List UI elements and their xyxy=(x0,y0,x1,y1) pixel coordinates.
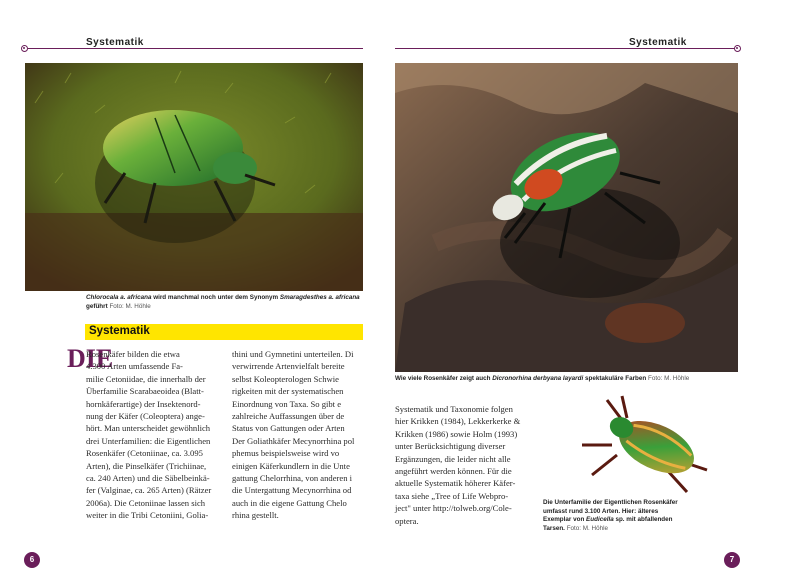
beetle-caption-credit: Foto: M. Höhle xyxy=(566,524,608,532)
beetle-caption-line1: Die Unterfamilie der Eigentlichen Rosenkäfer xyxy=(543,499,678,506)
text-line: ject" unter http://tolweb.org/Cole- xyxy=(395,503,512,514)
beetle-caption-line3-pre: Exemplar von xyxy=(543,516,587,523)
header-rule-left xyxy=(28,48,363,49)
beetle-photo-illustration-left xyxy=(25,63,363,291)
text-line: zahlreiche Auffassungen über de xyxy=(232,411,345,422)
photo-dicronorhina xyxy=(395,63,738,372)
text-line: Rosenkäfer (Cetoniinae, ca. 3.095 xyxy=(86,448,203,459)
text-line: Rosenkäfer bilden die etwa xyxy=(86,349,180,359)
section-heading: Systematik xyxy=(89,325,150,337)
text-line: Status von Gattungen oder Arten xyxy=(232,423,345,434)
text-line: Krikken (1986) sowie Holm (1993) xyxy=(395,428,518,439)
caption-right-text: Wie viele Rosenkäfer zeigt auch xyxy=(395,375,493,382)
running-head-right: Systematik xyxy=(629,37,687,48)
text-line: hier Krikken (1984), Lekkerkerke & xyxy=(395,416,521,427)
text-line: thini und Gymnetini unterteilen. Di xyxy=(232,349,354,359)
text-line: Der Goliathkäfer Mecynorrhina pol xyxy=(232,435,355,446)
beetle-caption xyxy=(543,499,743,533)
body-column-right xyxy=(395,403,533,527)
text-line: phemus beispielsweise wird vo xyxy=(232,448,340,459)
text-line: weiter in die Tribi Cetoniini, Golia- xyxy=(86,510,209,521)
text-line: drei Unterfamilien: die Eigentlichen xyxy=(86,435,211,446)
photo-eudicella xyxy=(572,390,712,498)
text-line: hört. Man unterscheidet gewöhnlich xyxy=(86,423,211,434)
text-line: Einordnung von Taxa. So gibt e xyxy=(232,398,342,409)
text-line: verwirrende Artenvielfalt bereite xyxy=(232,361,345,372)
beetle-cutout-illustration xyxy=(572,390,712,498)
header-rule-right xyxy=(395,48,735,49)
running-head-left: Systematik xyxy=(86,37,144,48)
text-line: 4.300 Arten umfassende Fa- xyxy=(86,361,183,372)
caption-text: wird manchmal noch unter dem Synonym xyxy=(151,294,280,301)
text-line: angeführt werden können. Für die xyxy=(395,466,512,477)
beetle-caption-line2: umfasst rund 3.100 Arten. Hier: älteres xyxy=(543,507,659,515)
text-line: ca. 240 Arten) und die Säbelbeinkä- xyxy=(86,473,210,484)
caption-synonym: Smaragdesthes a. africana xyxy=(279,294,360,301)
beetle-caption-line4: Tarsen. xyxy=(543,524,565,532)
text-line: optera. xyxy=(395,515,419,526)
text-line: taxa siehe „Tree of Life Webpro- xyxy=(395,490,509,501)
text-line: aktuelle Systematik höherer Käfer- xyxy=(395,478,516,489)
text-line: Arten), die Pinselkäfer (Trichiinae, xyxy=(86,460,207,471)
page-number-left: 6 xyxy=(24,552,40,568)
caption-tail: geführt xyxy=(86,302,108,310)
caption-right-tail: spektakuläre Farben xyxy=(583,375,647,382)
text-line: Ergänzungen, die leider nicht alle xyxy=(395,453,511,464)
body-column-1 xyxy=(86,348,220,522)
caption-right-species: Dicronorhina derbyana layardi xyxy=(492,375,584,382)
text-line: nung der Käfer (Coleoptera) ange- xyxy=(86,411,205,422)
photo-caption-right xyxy=(395,375,740,384)
beetle-photo-illustration-right xyxy=(395,63,738,372)
header-dot-left xyxy=(21,45,28,52)
text-line: Systematik und Taxonomie folgen xyxy=(395,404,513,414)
text-line: rhina gestellt. xyxy=(232,510,279,521)
photo-caption-left xyxy=(86,294,366,311)
text-line: fer (Valginae, ca. 265 Arten) (Rätzer xyxy=(86,485,212,496)
text-line: rigkeiten mit der systematischen xyxy=(232,386,344,397)
text-line: gattung Chelorrhina, von anderen i xyxy=(232,473,353,484)
text-line: selbst Koleopterologen Schwie xyxy=(232,373,339,384)
text-line: hornkäferartige) der Insektenord- xyxy=(86,398,201,409)
photo-chlorocala xyxy=(25,63,363,291)
text-line: 2006a). Die Cetoniinae lassen sich xyxy=(86,497,206,508)
beetle-caption-line3-post: sp. mit abfallenden xyxy=(613,516,673,523)
beetle-caption-species: Eudicella xyxy=(586,516,614,523)
text-line: milie Cetoniidae, die innerhalb der xyxy=(86,373,206,384)
dropcap: DIE xyxy=(67,344,114,373)
text-line: unter Berücksichtigung diverser xyxy=(395,441,506,452)
text-line: Überfamilie Scarabaeoidea (Blatt- xyxy=(86,386,204,397)
page-number-right: 7 xyxy=(724,552,740,568)
body-column-2 xyxy=(232,348,363,522)
caption-credit: Foto: M. Höhle xyxy=(109,302,151,310)
caption-species: Chlorocala a. africana xyxy=(86,294,152,301)
text-line: die Untergattung Mecynorrhina od xyxy=(232,485,352,496)
header-dot-right xyxy=(734,45,741,52)
text-line: einigen Käferkundlern in die Unte xyxy=(232,460,350,471)
caption-right-credit: Foto: M. Höhle xyxy=(647,375,690,382)
text-line: auch in die eigene Gattung Chelo xyxy=(232,497,347,508)
